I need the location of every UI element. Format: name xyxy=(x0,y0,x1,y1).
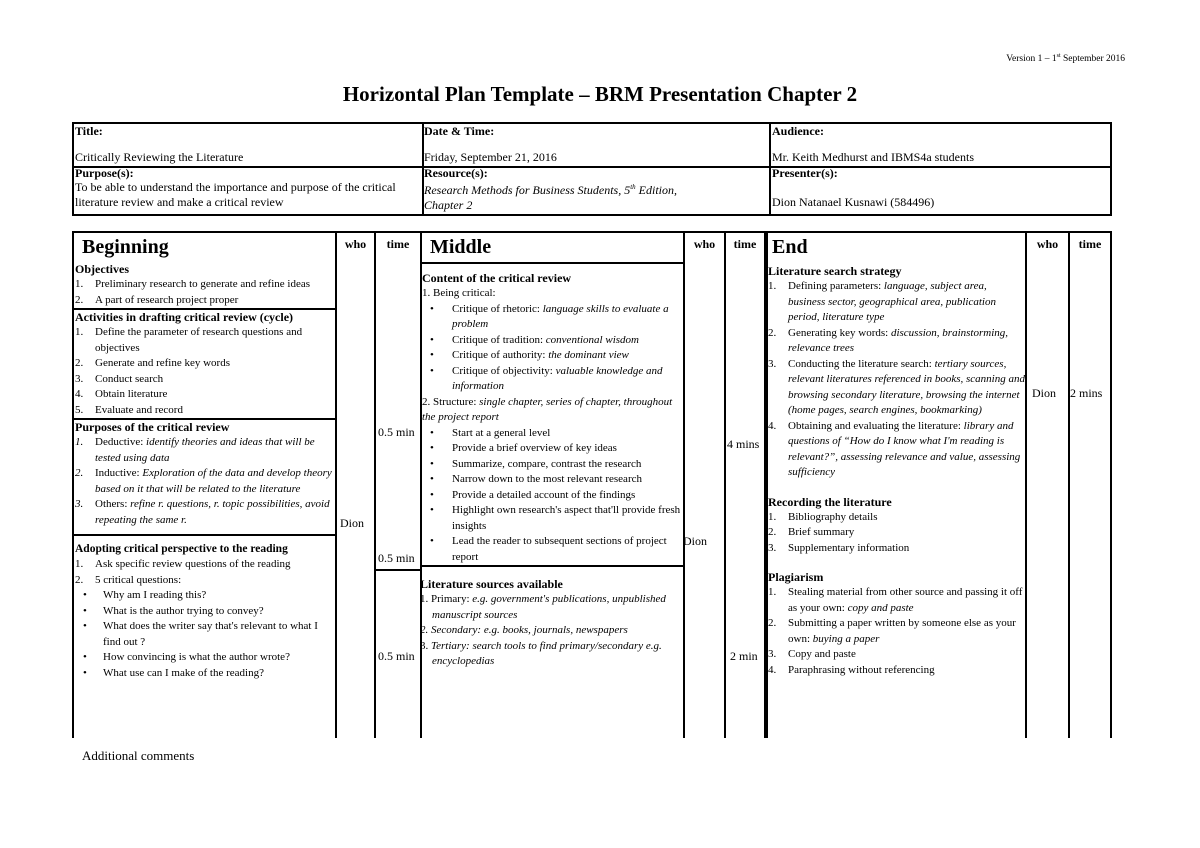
end-who-column xyxy=(1025,231,1070,738)
activity-item: 5. Evaluate and record xyxy=(75,403,183,416)
objective-item: 2. A part of research project proper xyxy=(75,293,239,306)
recording-item: 1. Bibliography details xyxy=(768,510,878,523)
page-title: Horizontal Plan Template – BRM Presentation Chapter 2 xyxy=(342,82,858,106)
version-label: Version 1 – 1st September 2016 xyxy=(1006,53,1125,65)
divider xyxy=(376,569,422,571)
who-header: who xyxy=(344,237,367,251)
presenter-label: Presenter(s): xyxy=(772,166,838,180)
activity-item: 2. Generate and refine key words xyxy=(75,357,230,369)
header-divider xyxy=(769,124,771,214)
title-cell xyxy=(74,124,423,166)
resource-value: Research Methods for Business Students, 5th Edition, Chapter 2 xyxy=(424,183,677,212)
plagiarism-title: Plagiarism xyxy=(768,570,824,584)
end-who: Dion xyxy=(1032,386,1056,400)
strategy-item: 4. Obtaining and evaluating the literature: library and questions of “How do I know what I'm reading is relevant?”, assessing relevance and value, assessing sufficiency xyxy=(768,419,1021,478)
who-header: who xyxy=(1036,237,1059,251)
beginning-time-2: 0.5 min xyxy=(378,551,415,565)
presenter-value: Dion Natanael Kusnawi (584496) xyxy=(772,195,935,209)
beginning-time-3: 0.5 min xyxy=(378,649,415,663)
audience-label: Audience: xyxy=(772,124,824,138)
end-time-column xyxy=(1068,231,1112,738)
who-header: who xyxy=(693,237,716,251)
structure-item: • Summarize, compare, contrast the research xyxy=(422,457,684,473)
audience-value: Mr. Keith Medhurst and IBMS4a students xyxy=(772,150,974,164)
purpose-item: 1. Deductive: identify theories and ideas that will be tested using data xyxy=(75,436,315,464)
beginning-time-1: 0.5 min xyxy=(378,425,415,439)
plagiarism-item: 3. Copy and paste xyxy=(768,648,856,660)
source-item: 1. Primary: e.g. government's publications, unpublished manuscript sources xyxy=(420,593,666,621)
header-divider xyxy=(422,124,424,214)
plan-grid xyxy=(72,231,1112,738)
activity-item: 3. Conduct search xyxy=(75,372,164,385)
time-header: time xyxy=(386,237,410,251)
source-item: 3. Tertiary: search tools to find primary/secondary e.g. encyclopedias xyxy=(420,639,662,667)
structure-line: 2. Structure: single chapter, series of chapter, throughout the project report xyxy=(422,395,673,423)
critique-item: • Critique of objectivity: valuable knowledge and information xyxy=(422,364,684,395)
recording-title: Recording the literature xyxy=(768,494,892,509)
adopting-item: 2. 5 critical questions: xyxy=(75,573,182,586)
date-cell xyxy=(423,124,771,166)
activities-title: Activities in drafting critical review (cycle) xyxy=(75,310,294,324)
structure-item: • Provide a brief overview of key ideas xyxy=(422,441,684,457)
resource-label: Resource(s): xyxy=(424,166,488,180)
purpose-item: 2. Inductive: Exploration of the data and develop theory based on it that will be related to the literature xyxy=(75,467,332,495)
source-item: 2. Secondary: e.g. books, journals, newspapers xyxy=(420,624,628,636)
beginning-time-column xyxy=(374,231,422,738)
structure-item: • Provide a detailed account of the findings xyxy=(422,488,684,504)
middle-content xyxy=(420,262,684,738)
being-critical: 1. Being critical: xyxy=(422,287,496,299)
question-item: • What is the author trying to convey? xyxy=(75,604,336,620)
time-header: time xyxy=(733,237,757,251)
content-title: Content of the critical review xyxy=(422,271,572,285)
beginning-who-column xyxy=(335,231,376,738)
strategy-item: 3. Conducting the literature search: tertiary sources, relevant literatures referenced in books, scanning and browsing secondary literature, browsing the internet (home pages, search engines, bookmarking) xyxy=(768,357,1025,416)
critique-item: • Critique of rhetoric: language skills to evaluate a problem xyxy=(422,302,684,333)
question-item: • How convincing is what the author wrote? xyxy=(75,650,336,666)
resource-cell xyxy=(423,166,771,214)
activity-item: 1. Define the parameter of research questions and objectives xyxy=(75,326,303,354)
end-time: 2 mins xyxy=(1070,386,1103,400)
purpose-cell xyxy=(74,166,423,214)
audience-cell xyxy=(771,124,1110,166)
strategy-title: Literature search strategy xyxy=(768,264,902,278)
strategy-item: 2. Generating key words: discussion, brainstorming, relevance trees xyxy=(768,326,1008,354)
activity-item: 4. Obtain literature xyxy=(75,388,168,400)
structure-item: • Highlight own research's aspect that'll provide fresh insights xyxy=(422,503,684,534)
date-value: Friday, September 21, 2016 xyxy=(424,150,557,164)
objectives-title: Objectives xyxy=(75,262,129,276)
purpose-label: Purpose(s): xyxy=(75,166,134,180)
time-header: time xyxy=(1078,237,1102,251)
beginning-content xyxy=(72,262,336,738)
plagiarism-item: 4. Paraphrasing without referencing xyxy=(768,663,935,676)
end-heading-cell xyxy=(766,231,1026,263)
structure-item: • Lead the reader to subsequent sections of project report xyxy=(422,534,684,565)
middle-time-1: 4 mins xyxy=(727,437,760,451)
critique-item: • Critique of tradition: conventional wisdom xyxy=(422,333,684,349)
question-item: • Why am I reading this? xyxy=(75,588,336,604)
middle-time-2: 2 min xyxy=(730,649,758,663)
purposes-title: Purposes of the critical review xyxy=(75,420,230,434)
structure-item: • Narrow down to the most relevant research xyxy=(422,472,684,488)
critique-item: • Critique of authority: the dominant view xyxy=(422,348,684,364)
beginning-who: Dion xyxy=(340,516,364,530)
question-item: • What does the writer say that's relevant to what I find out ? xyxy=(75,619,336,650)
middle-time-column xyxy=(724,231,766,738)
adopting-title: Adopting critical perspective to the reading xyxy=(75,543,288,555)
header-row-1 xyxy=(74,124,1110,168)
date-label: Date & Time: xyxy=(424,124,495,138)
sources-title: Literature sources available xyxy=(420,577,563,591)
beginning-heading-cell xyxy=(72,231,336,263)
objective-item: 1. Preliminary research to generate and refine ideas xyxy=(75,278,311,290)
middle-who: Dion xyxy=(683,534,707,548)
purpose-value: To be able to understand the importance and purpose of the critical literature review and make a critical review xyxy=(75,180,396,209)
structure-item: • Start at a general level xyxy=(422,426,684,442)
additional-comments: Additional comments xyxy=(82,748,195,763)
end-heading: End xyxy=(772,236,808,258)
adopting-item: 1. Ask specific review questions of the reading xyxy=(75,558,291,570)
middle-who-column xyxy=(683,231,726,738)
recording-item: 3. Supplementary information xyxy=(768,541,910,554)
middle-heading-cell xyxy=(420,231,684,263)
presenter-cell xyxy=(771,166,1110,214)
question-item: • What use can I make of the reading? xyxy=(75,666,336,682)
strategy-item: 1. Defining parameters: language, subject area, business sector, geographical area, publication period, literature type xyxy=(768,280,996,323)
title-label: Title: xyxy=(75,124,103,138)
title-value: Critically Reviewing the Literature xyxy=(75,150,244,164)
recording-item: 2. Brief summary xyxy=(768,526,855,538)
beginning-heading: Beginning xyxy=(82,236,169,258)
header-table xyxy=(72,122,1112,216)
plagiarism-item: 2. Submitting a paper written by someone else as your own: buying a paper xyxy=(768,617,1016,645)
middle-heading: Middle xyxy=(430,236,492,258)
purpose-item: 3. Others: refine r. questions, r. topic possibilities, avoid repeating the same r. xyxy=(75,498,330,526)
plagiarism-item: 1. Stealing material from other source and passing it off as your own: copy and paste xyxy=(768,586,1023,614)
end-content xyxy=(766,262,1026,738)
header-row-2 xyxy=(74,166,1110,214)
